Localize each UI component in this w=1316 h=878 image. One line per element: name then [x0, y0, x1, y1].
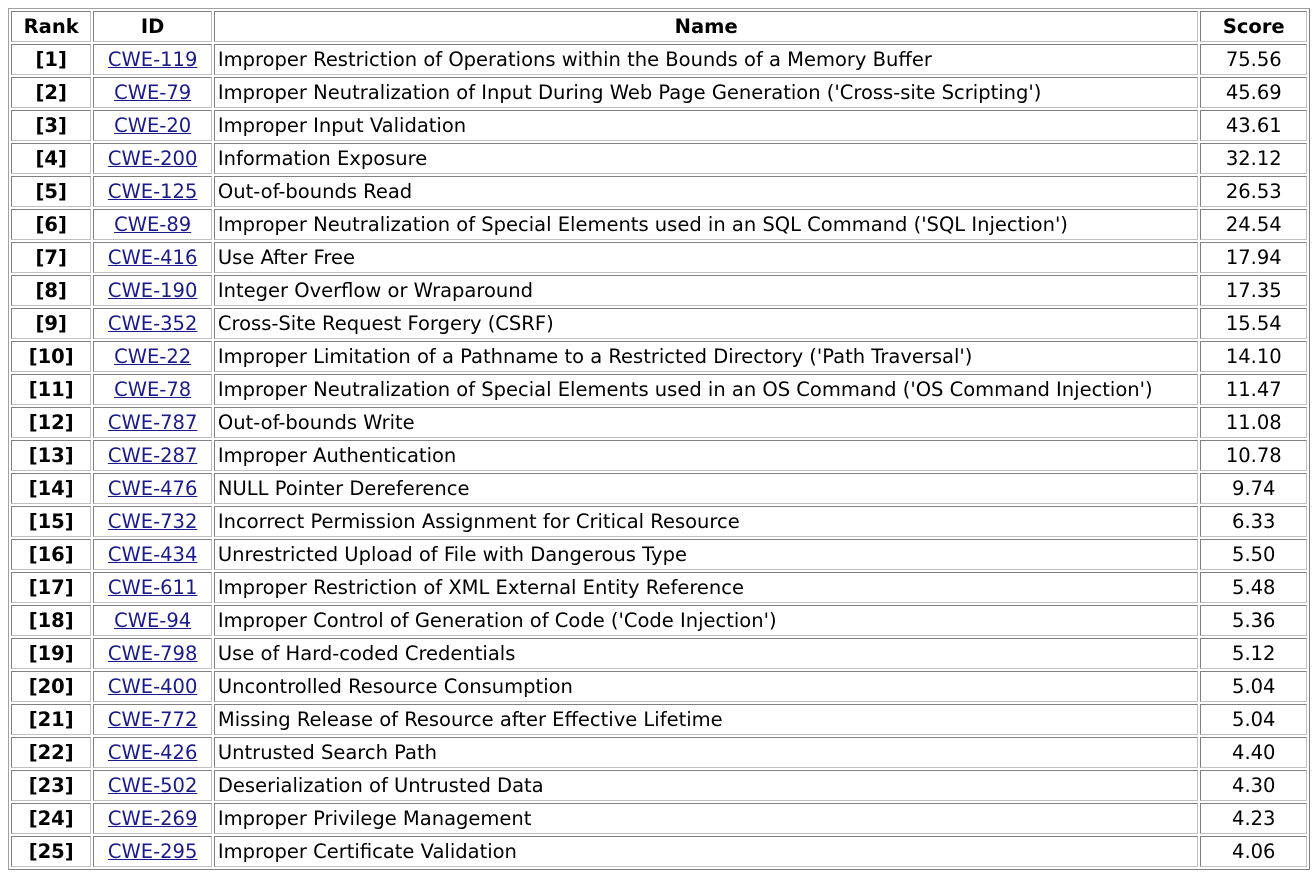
score-cell: 5.48	[1200, 572, 1307, 603]
cwe-id-link[interactable]: CWE-787	[107, 411, 198, 434]
rank-cell: [24]	[11, 803, 91, 834]
name-cell: Deserialization of Untrusted Data	[214, 770, 1199, 801]
table-row	[11, 671, 1307, 702]
score-cell: 17.35	[1200, 275, 1307, 306]
name-cell: Untrusted Search Path	[214, 737, 1199, 768]
rank-cell: [10]	[11, 341, 91, 372]
rank-cell: [17]	[11, 572, 91, 603]
cwe-id-link[interactable]: CWE-400	[107, 675, 198, 698]
rank-cell: [2]	[11, 77, 91, 108]
id-cell	[93, 473, 212, 504]
name-cell: Integer Overflow or Wraparound	[214, 275, 1199, 306]
table-row	[11, 605, 1307, 636]
table-row	[11, 638, 1307, 669]
name-cell: Out-of-bounds Write	[214, 407, 1199, 438]
id-cell	[93, 638, 212, 669]
id-cell	[93, 407, 212, 438]
table-row	[11, 836, 1307, 867]
rank-cell: [3]	[11, 110, 91, 141]
name-cell: NULL Pointer Dereference	[214, 473, 1199, 504]
name-cell: Improper Limitation of a Pathname to a Restricted Directory ('Path Traversal')	[214, 341, 1199, 372]
score-cell: 14.10	[1200, 341, 1307, 372]
rank-cell: [15]	[11, 506, 91, 537]
table-row	[11, 506, 1307, 537]
score-cell: 5.04	[1200, 671, 1307, 702]
rank-cell: [14]	[11, 473, 91, 504]
name-cell: Improper Restriction of Operations within the Bounds of a Memory Buffer	[214, 44, 1199, 75]
table-row	[11, 473, 1307, 504]
cwe-id-link[interactable]: CWE-416	[107, 246, 198, 269]
id-cell	[93, 506, 212, 537]
table-row	[11, 407, 1307, 438]
id-column-header: ID	[93, 11, 212, 42]
id-cell	[93, 110, 212, 141]
rank-cell: [16]	[11, 539, 91, 570]
table-row	[11, 572, 1307, 603]
score-cell: 45.69	[1200, 77, 1307, 108]
cwe-id-link[interactable]: CWE-502	[107, 774, 198, 797]
rank-cell: [9]	[11, 308, 91, 339]
cwe-id-link[interactable]: CWE-426	[107, 741, 198, 764]
id-cell	[93, 572, 212, 603]
rank-cell: [11]	[11, 374, 91, 405]
cwe-id-link[interactable]: CWE-611	[107, 576, 198, 599]
cwe-top25-table	[8, 8, 1310, 870]
name-cell: Information Exposure	[214, 143, 1199, 174]
score-cell: 24.54	[1200, 209, 1307, 240]
cwe-id-link[interactable]: CWE-269	[107, 807, 198, 830]
score-cell: 6.33	[1200, 506, 1307, 537]
id-cell	[93, 605, 212, 636]
table-row	[11, 242, 1307, 273]
name-cell: Improper Restriction of XML External Entity Reference	[214, 572, 1199, 603]
rank-cell: [4]	[11, 143, 91, 174]
cwe-id-link[interactable]: CWE-200	[107, 147, 198, 170]
cwe-id-link[interactable]: CWE-190	[107, 279, 198, 302]
name-cell: Improper Input Validation	[214, 110, 1199, 141]
score-cell: 4.30	[1200, 770, 1307, 801]
cwe-id-link[interactable]: CWE-732	[107, 510, 198, 533]
name-column-header: Name	[214, 11, 1199, 42]
id-cell	[93, 209, 212, 240]
id-cell	[93, 539, 212, 570]
name-cell: Improper Certificate Validation	[214, 836, 1199, 867]
table-row	[11, 770, 1307, 801]
id-cell	[93, 803, 212, 834]
score-cell: 26.53	[1200, 176, 1307, 207]
rank-cell: [18]	[11, 605, 91, 636]
cwe-id-link[interactable]: CWE-352	[107, 312, 198, 335]
rank-cell: [5]	[11, 176, 91, 207]
table-row	[11, 275, 1307, 306]
score-cell: 11.08	[1200, 407, 1307, 438]
cwe-id-link[interactable]: CWE-20	[114, 114, 192, 137]
score-cell: 10.78	[1200, 440, 1307, 471]
id-cell	[93, 275, 212, 306]
id-cell	[93, 770, 212, 801]
cwe-id-link[interactable]: CWE-476	[107, 477, 198, 500]
id-cell	[93, 671, 212, 702]
score-cell: 9.74	[1200, 473, 1307, 504]
name-cell: Unrestricted Upload of File with Dangerous Type	[214, 539, 1199, 570]
id-cell	[93, 836, 212, 867]
table-row	[11, 341, 1307, 372]
cwe-table-container	[8, 8, 1310, 870]
table-row	[11, 539, 1307, 570]
id-cell	[93, 704, 212, 735]
cwe-id-link[interactable]: CWE-287	[107, 444, 198, 467]
rank-cell: [22]	[11, 737, 91, 768]
cwe-id-link[interactable]: CWE-798	[107, 642, 198, 665]
name-cell: Use After Free	[214, 242, 1199, 273]
table-row	[11, 374, 1307, 405]
cwe-id-link[interactable]: CWE-94	[114, 609, 192, 632]
name-cell: Improper Authentication	[214, 440, 1199, 471]
name-cell: Improper Control of Generation of Code ('Code Injection')	[214, 605, 1199, 636]
table-row	[11, 77, 1307, 108]
score-cell: 75.56	[1200, 44, 1307, 75]
score-cell: 4.23	[1200, 803, 1307, 834]
rank-cell: [13]	[11, 440, 91, 471]
rank-cell: [1]	[11, 44, 91, 75]
name-cell: Improper Privilege Management	[214, 803, 1199, 834]
score-cell: 11.47	[1200, 374, 1307, 405]
score-cell: 32.12	[1200, 143, 1307, 174]
rank-cell: [20]	[11, 671, 91, 702]
cwe-id-link[interactable]: CWE-295	[107, 840, 198, 863]
rank-cell: [6]	[11, 209, 91, 240]
score-cell: 15.54	[1200, 308, 1307, 339]
table-row	[11, 440, 1307, 471]
name-cell: Incorrect Permission Assignment for Critical Resource	[214, 506, 1199, 537]
id-cell	[93, 737, 212, 768]
table-row	[11, 110, 1307, 141]
table-header-row	[11, 11, 1307, 42]
rank-cell: [19]	[11, 638, 91, 669]
cwe-id-link[interactable]: CWE-125	[107, 180, 198, 203]
id-cell	[93, 77, 212, 108]
table-row	[11, 209, 1307, 240]
id-cell	[93, 440, 212, 471]
name-cell: Improper Neutralization of Input During Web Page Generation ('Cross-site Scripting')	[214, 77, 1199, 108]
name-cell: Out-of-bounds Read	[214, 176, 1199, 207]
rank-cell: [7]	[11, 242, 91, 273]
rank-cell: [23]	[11, 770, 91, 801]
score-cell: 4.40	[1200, 737, 1307, 768]
name-cell: Cross-Site Request Forgery (CSRF)	[214, 308, 1199, 339]
cwe-id-link[interactable]: CWE-119	[107, 48, 198, 71]
cwe-id-link[interactable]: CWE-89	[114, 213, 192, 236]
rank-cell: [8]	[11, 275, 91, 306]
score-cell: 43.61	[1200, 110, 1307, 141]
rank-cell: [12]	[11, 407, 91, 438]
cwe-id-link[interactable]: CWE-434	[107, 543, 198, 566]
table-row	[11, 704, 1307, 735]
table-row	[11, 143, 1307, 174]
cwe-id-link[interactable]: CWE-79	[114, 81, 192, 104]
table-row	[11, 44, 1307, 75]
table-body	[11, 44, 1307, 867]
rank-cell: [21]	[11, 704, 91, 735]
score-cell: 17.94	[1200, 242, 1307, 273]
cwe-id-link[interactable]: CWE-78	[114, 378, 192, 401]
id-cell	[93, 176, 212, 207]
score-column-header: Score	[1200, 11, 1307, 42]
cwe-id-link[interactable]: CWE-772	[107, 708, 198, 731]
id-cell	[93, 242, 212, 273]
score-cell: 4.06	[1200, 836, 1307, 867]
name-cell: Use of Hard-coded Credentials	[214, 638, 1199, 669]
id-cell	[93, 143, 212, 174]
id-cell	[93, 308, 212, 339]
cwe-id-link[interactable]: CWE-22	[114, 345, 192, 368]
score-cell: 5.12	[1200, 638, 1307, 669]
name-cell: Improper Neutralization of Special Elements used in an OS Command ('OS Command Injection')	[214, 374, 1199, 405]
rank-cell: [25]	[11, 836, 91, 867]
id-cell	[93, 374, 212, 405]
name-cell: Missing Release of Resource after Effective Lifetime	[214, 704, 1199, 735]
id-cell	[93, 44, 212, 75]
name-cell: Uncontrolled Resource Consumption	[214, 671, 1199, 702]
id-cell	[93, 341, 212, 372]
score-cell: 5.04	[1200, 704, 1307, 735]
table-row	[11, 803, 1307, 834]
table-row	[11, 176, 1307, 207]
score-cell: 5.50	[1200, 539, 1307, 570]
name-cell: Improper Neutralization of Special Elements used in an SQL Command ('SQL Injection')	[214, 209, 1199, 240]
score-cell: 5.36	[1200, 605, 1307, 636]
table-row	[11, 737, 1307, 768]
rank-column-header: Rank	[11, 11, 91, 42]
table-row	[11, 308, 1307, 339]
